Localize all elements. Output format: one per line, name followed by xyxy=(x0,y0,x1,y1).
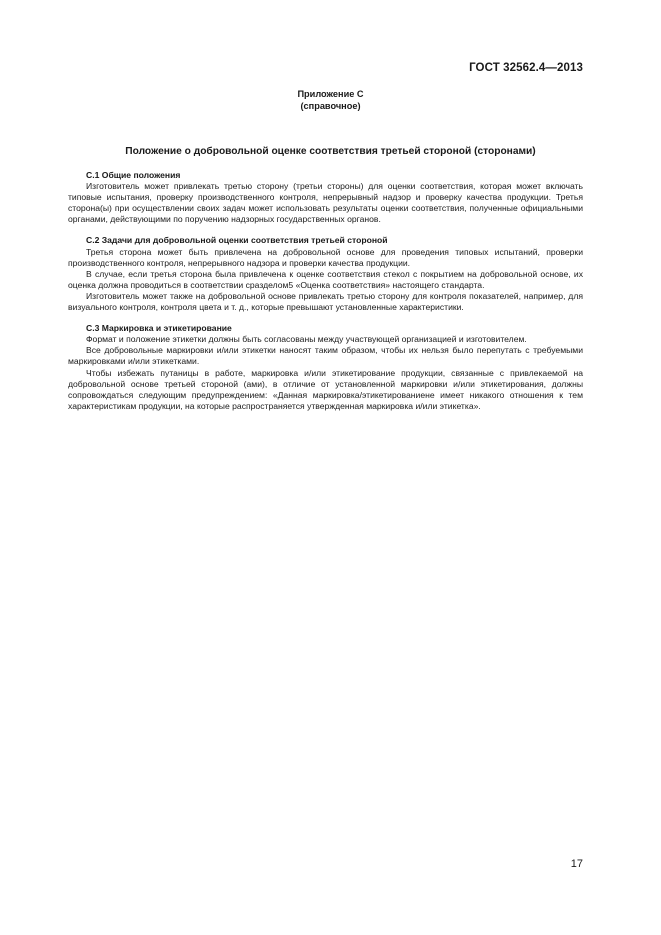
paragraph: Изготовитель может привлекать третью сторону (третьи стороны) для оценки соответствия, которая может включать типовые испытания, проверку производственного контроля, непрерывный надзор и проверку качества продукции. Третья сторона(ы) при осуществлении своих задач может использовать результаты оценки соответствия, полученные официальными органами, действующими по поручению надзорных государственных органов. xyxy=(68,181,583,225)
section-c3 xyxy=(68,323,583,412)
document-title: Положение о добровольной оценке соответствия третьей стороной (сторонами) xyxy=(125,146,536,157)
section-c1 xyxy=(68,170,583,225)
page-number: 17 xyxy=(570,858,583,870)
appendix-heading xyxy=(0,88,661,112)
paragraph: Формат и положение этикетки должны быть согласованы между участвующей организацией и изготовителем. xyxy=(86,334,527,345)
section-heading: С.3 Маркировка и этикетирование xyxy=(86,323,232,334)
paragraph: Третья сторона может быть привлечена на добровольной основе для проведения типовых испытаний, проверки производственного контроля, непрерывного надзора и проверки качества продукции. xyxy=(68,246,583,268)
paragraph: Изготовитель может также на добровольной основе привлекать третью сторону для контроля показателей, например, для визуального контроля, контроля цвета и т. д., которые превышают установленные характеристики. xyxy=(68,290,583,313)
section-heading: С.1 Общие положения xyxy=(86,170,181,180)
standard-code: ГОСТ 32562.4—2013 xyxy=(469,62,583,74)
appendix-label: Приложение С xyxy=(297,89,364,99)
appendix-type: (справочное) xyxy=(300,101,361,111)
paragraph: Чтобы избежать путаницы в работе, маркировка и/или этикетирование продукции, связанные с привлекаемой на добровольной основе третьей стороной (ами), в отличие от установленной маркировки и/или этикетирования, должны сопровождаться следующим предупреждением: «Данная маркировка/этикетированиене имеет никакого отношения к тем характеристикам продукции, на которые распространяется утвержденная маркировка и/или этикетка». xyxy=(68,367,583,411)
document-body xyxy=(68,170,583,422)
section-c2 xyxy=(68,235,583,313)
paragraph: В случае, если третья сторона была привлечена к оценке соответствия стекол с покрытием на добровольной основе, их оценка должна проводиться в соответствии сразделом5 «Оценка соответствия» настоящего стандарта. xyxy=(68,268,583,290)
paragraph: Все добровольные маркировки и/или этикетки наносят таким образом, чтобы их нельзя было перепутать с требуемыми маркировками и/или этикетками. xyxy=(68,345,583,367)
section-heading: С.2 Задачи для добровольной оценки соответствия третьей стороной xyxy=(86,235,388,246)
